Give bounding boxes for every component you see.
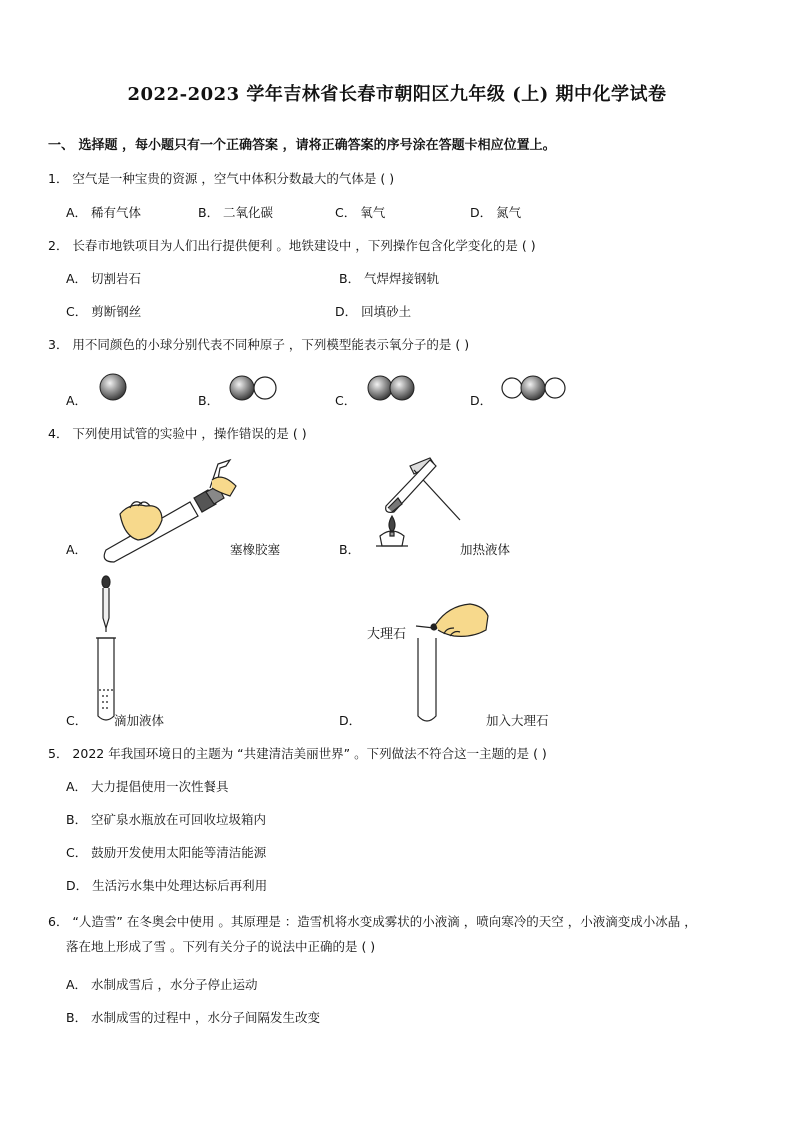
q1-option-c[interactable]: C． 氧气 [335, 205, 386, 220]
q4-label-d: 加入大理石 [486, 713, 549, 728]
page-title: 2022-2023 学年吉林省长春市朝阳区九年级 (上) 期中化学试卷 [127, 84, 667, 105]
dropper-figure-icon [94, 574, 118, 724]
q3-option-c[interactable]: C． [335, 393, 357, 408]
q4-option-d[interactable]: D． [339, 713, 362, 728]
section-heading: 一、 选择题 ，每小题只有一个正确答案 ，请将正确答案的序号涂在答题卡相应位置上。 [48, 138, 556, 153]
insert-stopper-figure-icon [90, 458, 240, 556]
q4-option-c[interactable]: C． [66, 713, 88, 728]
q5-option-b[interactable]: B． 空矿泉水瓶放在可回收垃圾箱内 [66, 812, 267, 827]
q4-label-b: 加热液体 [460, 542, 511, 557]
two-same-atoms-model-icon [366, 374, 418, 402]
q4-label-c: 滴加液体 [114, 713, 165, 728]
single-atom-model-icon [98, 372, 128, 402]
q4-option-a[interactable]: A． [66, 542, 88, 557]
q2-option-a[interactable]: A． 切割岩石 [66, 271, 142, 286]
add-marble-figure-icon [408, 598, 494, 726]
q3-option-b[interactable]: B． [198, 393, 220, 408]
three-atoms-model-icon [500, 374, 568, 402]
q1-option-b[interactable]: B． 二氧化碳 [198, 205, 274, 220]
question-2-stem: 2． 长春市地铁项目为人们出行提供便利 。地铁建设中 ，下列操作包含化学变化的是 ( ) [48, 238, 536, 253]
marble-figure-label: 大理石 [367, 627, 407, 642]
q2-option-d[interactable]: D． 回填砂土 [335, 304, 412, 319]
question-6-stem-line-1: 6． “人造雪” 在冬奥会中使用 。其原理是 ：造雪机将水变成雾状的小液滴 ，喷向寒冷的天空 ，小液滴变成小冰晶 ， [48, 914, 697, 929]
q6-option-b[interactable]: B． 水制成雪的过程中 ，水分子间隔发生改变 [66, 1010, 321, 1025]
q5-option-a[interactable]: A． 大力提倡使用一次性餐具 [66, 779, 229, 794]
q2-option-c[interactable]: C． 剪断钢丝 [66, 304, 142, 319]
q1-option-d[interactable]: D． 氮气 [470, 205, 522, 220]
question-3-stem: 3． 用不同颜色的小球分别代表不同种原子 ，下列模型能表示氧分子的是 ( ) [48, 337, 470, 352]
heating-liquid-figure-icon [370, 456, 465, 552]
question-6-stem-line-2: 落在地上形成了雪 。下列有关分子的说法中正确的是 ( ) [66, 939, 376, 954]
q1-option-a[interactable]: A． 稀有气体 [66, 205, 142, 220]
q5-option-c[interactable]: C． 鼓励开发使用太阳能等清洁能源 [66, 845, 267, 860]
q4-label-a: 塞橡胶塞 [230, 542, 281, 557]
question-5-stem: 5． 2022 年我国环境日的主题为 “共建清洁美丽世界” 。下列做法不符合这一主题的是 ( ) [48, 746, 547, 761]
q5-option-d[interactable]: D． 生活污水集中处理达标后再利用 [66, 878, 268, 893]
q6-option-a[interactable]: A． 水制成雪后 ，水分子停止运动 [66, 977, 258, 992]
q2-option-b[interactable]: B． 气焊焊接钢轨 [339, 271, 440, 286]
q3-option-a[interactable]: A． [66, 393, 88, 408]
two-different-atoms-model-icon [228, 374, 278, 402]
question-4-stem: 4． 下列使用试管的实验中 ，操作错误的是 ( ) [48, 426, 307, 441]
q4-option-b[interactable]: B． [339, 542, 361, 557]
question-1-stem: 1． 空气是一种宝贵的资源 ，空气中体积分数最大的气体是 ( ) [48, 171, 395, 186]
q3-option-d[interactable]: D． [470, 393, 493, 408]
